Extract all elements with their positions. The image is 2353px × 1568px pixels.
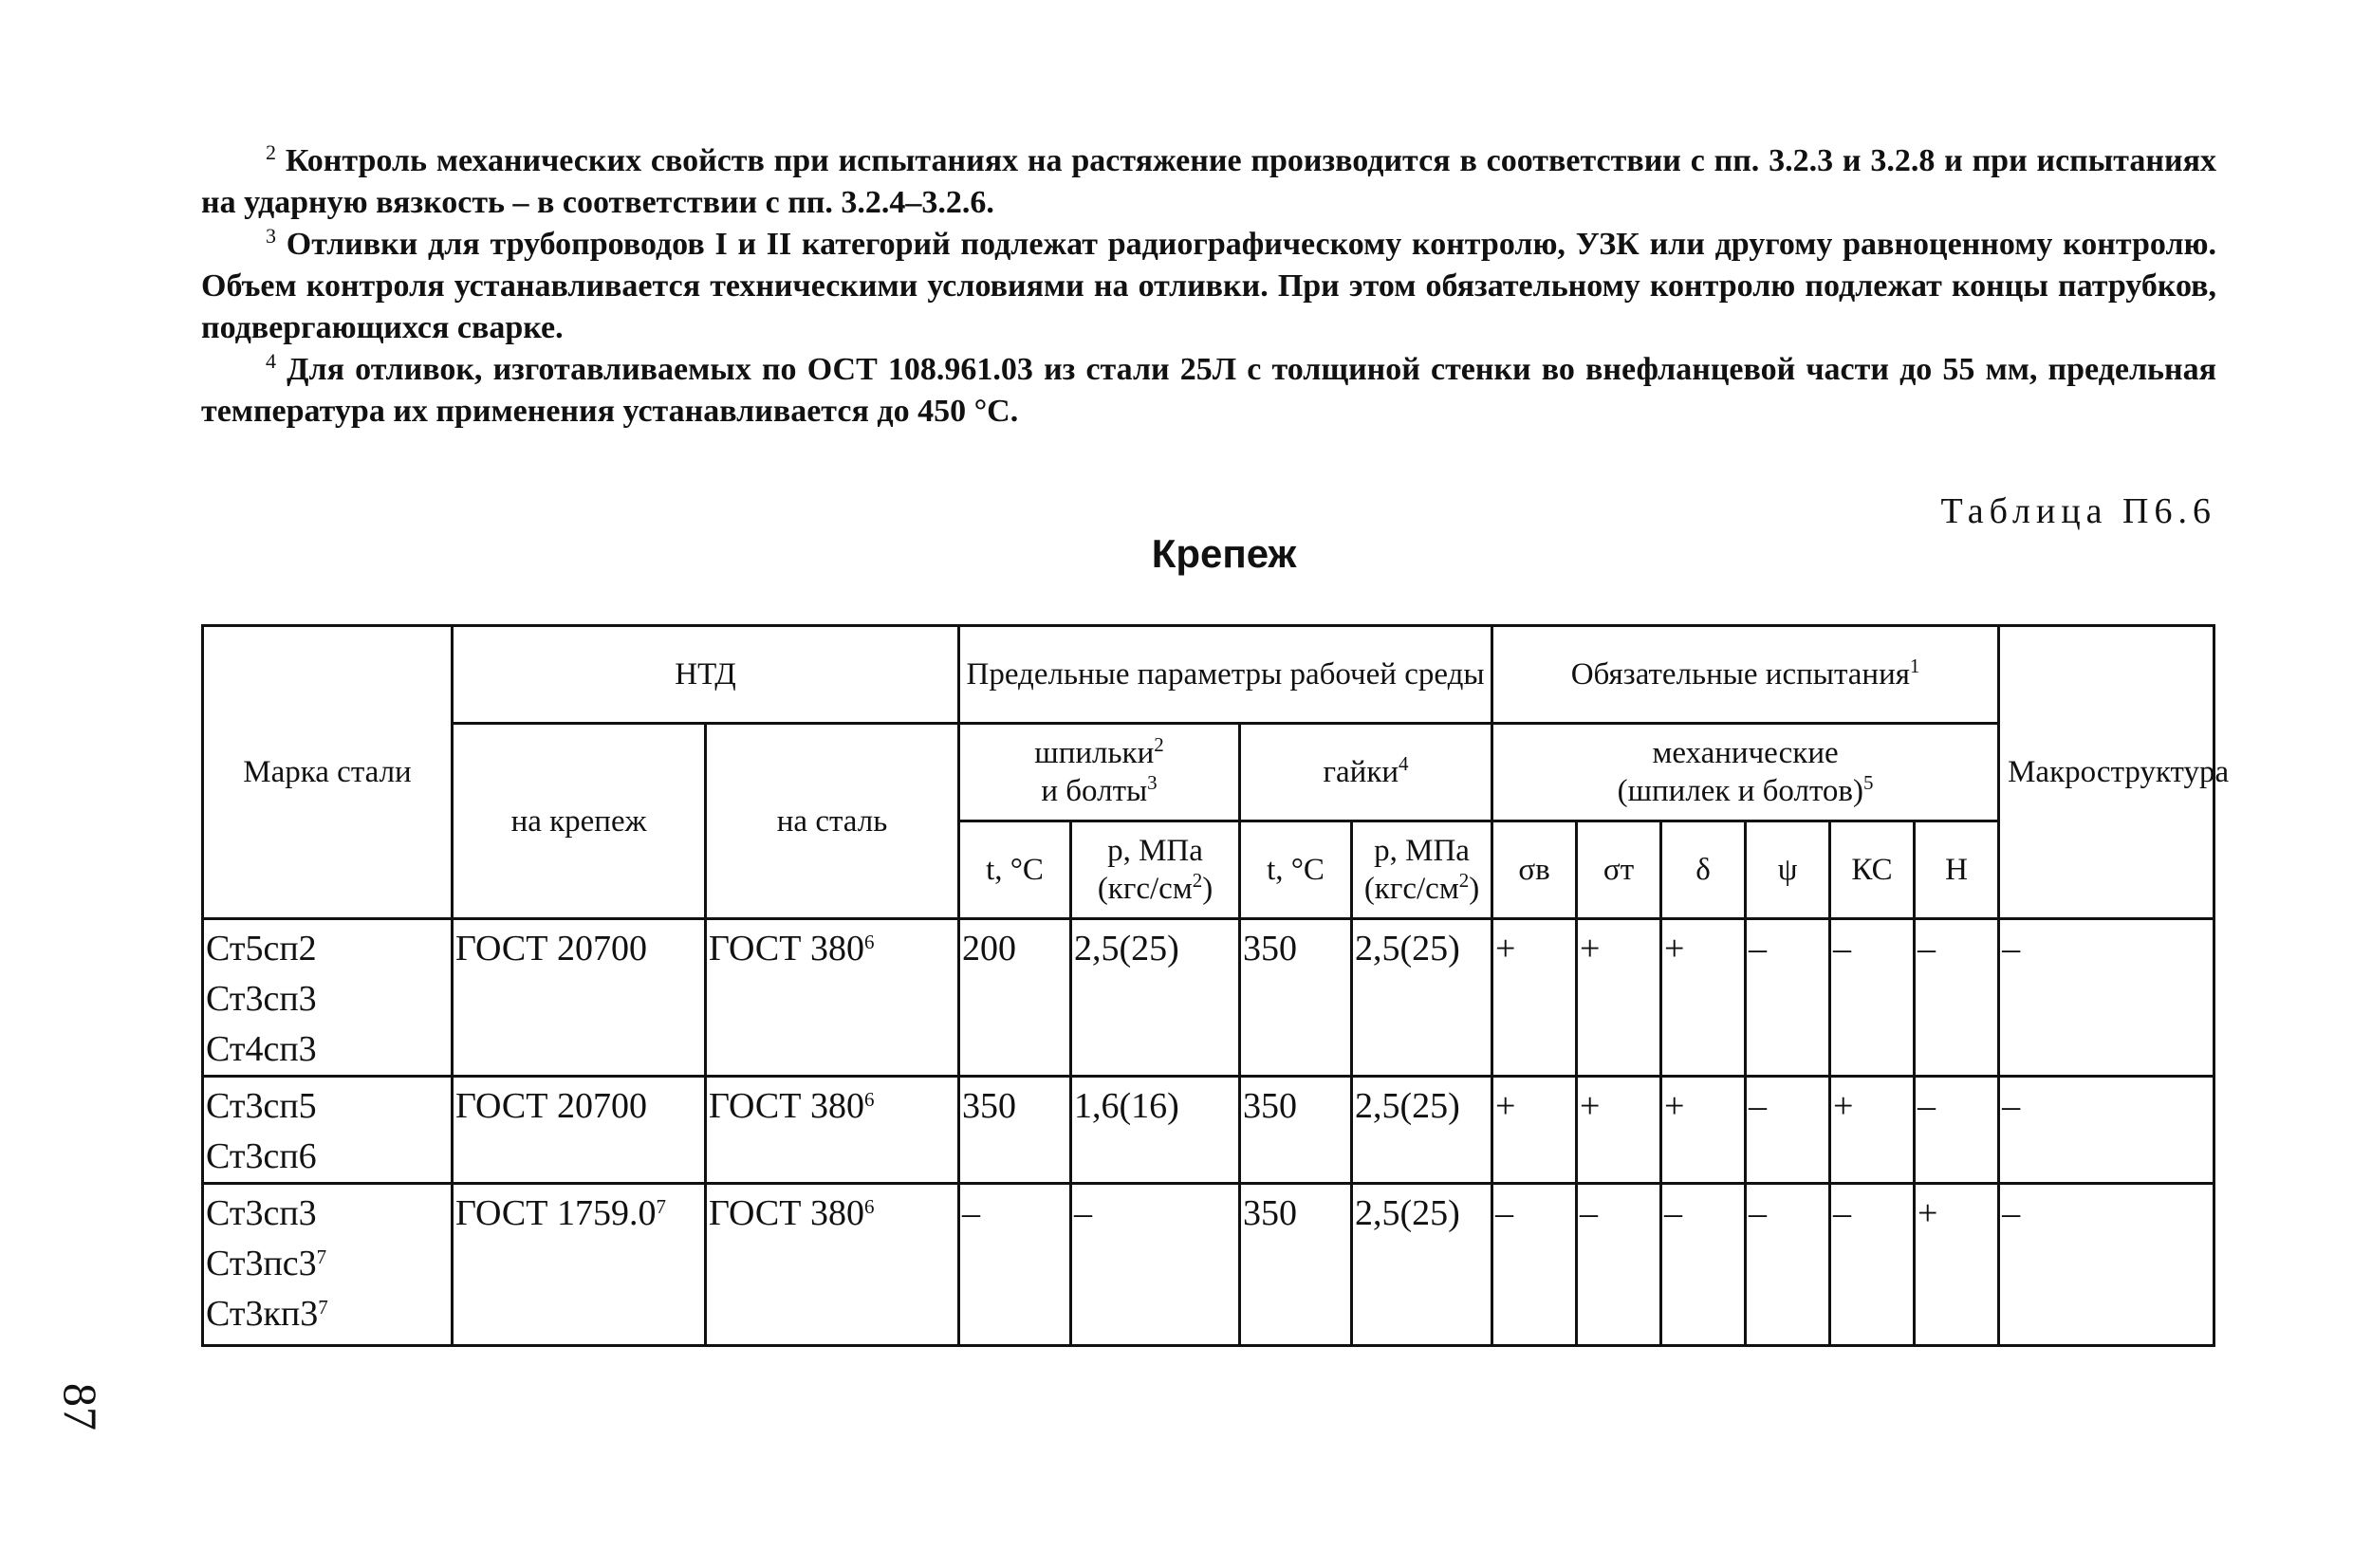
test-sigma-t-cell: – [1577, 1184, 1661, 1346]
table-title: Крепеж [1151, 531, 1297, 576]
header-impact-toughness: КС [1830, 821, 1915, 919]
stud-temperature-cell: – [959, 1184, 1071, 1346]
ntd-steel-cell: ГОСТ $380^6$ [706, 919, 959, 1077]
footnote-2 [201, 140, 2216, 224]
steel-grade: Ст4сп3 [206, 1029, 317, 1069]
footnote-text: Отливки для трубопроводов I и II категорий подлежат радиографическому контролю, УЗК или другому равноценному контролю. Объем контроля устанавливается техническими условиями на отливки. При этом обязательному контролю подлежат концы патрубков, подвергающихся сварке. [201, 227, 2216, 345]
page-number: 87 [54, 1383, 107, 1430]
test-h-cell: – [1915, 919, 1999, 1077]
stud-temperature-cell: 200 [959, 919, 1071, 1077]
nut-temperature-cell: 350 [1240, 1077, 1352, 1184]
fastener-table [201, 624, 2230, 1347]
stud-pressure-cell: – [1071, 1184, 1240, 1346]
header-required-tests: Обязательные испытания$^1$ [1492, 626, 1999, 724]
steel-grade: $Ст3пс3^7$ [206, 1244, 327, 1283]
stud-pressure-cell: 2,5(25) [1071, 919, 1240, 1077]
ntd-steel-cell: ГОСТ $380^6$ [706, 1184, 959, 1346]
steel-grade: Ст3сп3 [206, 979, 317, 1019]
nut-pressure-cell: 2,5(25) [1352, 1184, 1492, 1346]
nut-temperature-cell: 350 [1240, 919, 1352, 1077]
test-sigma-t-cell: + [1577, 919, 1661, 1077]
nut-pressure-cell: 2,5(25) [1352, 1077, 1492, 1184]
macrostructure-cell: – [1999, 1077, 2214, 1184]
steel-grade: Ст3сп5 [206, 1086, 317, 1126]
test-delta-cell: + [1661, 919, 1746, 1077]
test-h-cell: – [1915, 1077, 1999, 1184]
stud-pressure-cell: 1,6(16) [1071, 1077, 1240, 1184]
header-ntd-steel: на сталь [706, 724, 959, 919]
header-ntd: НТД [453, 626, 959, 724]
macrostructure-cell: – [1999, 1184, 2214, 1346]
header-stud-temperature: t, °С [959, 821, 1071, 919]
ntd-fastener-cell: ГОСТ 1759.0$^7$ [453, 1184, 706, 1346]
header-macrostructure: Макроструктура [1999, 626, 2214, 919]
table-caption: Таблица П6.6 [1940, 491, 2216, 531]
header-hardness: Н [1915, 821, 1999, 919]
steel-grade: Ст5сп2 [206, 929, 317, 968]
header-steel-grade: Марка стали [203, 626, 453, 919]
nut-temperature-cell: 350 [1240, 1184, 1352, 1346]
steel-grade: Ст3сп6 [206, 1136, 317, 1176]
test-h-cell: + [1915, 1184, 1999, 1346]
ntd-fastener-cell: ГОСТ 20700 [453, 1077, 706, 1184]
footnote-marker: 4 [266, 349, 276, 373]
table-row [203, 919, 2214, 1077]
header-elongation: δ [1661, 821, 1746, 919]
test-sigma-b-cell: + [1492, 919, 1577, 1077]
header-stud-pressure: р, МПа $(кгс/см^2)$ [1071, 821, 1240, 919]
test-delta-cell: + [1661, 1077, 1746, 1184]
footnote-marker: 2 [266, 140, 276, 164]
header-nuts: гайки$^4$ [1240, 724, 1492, 821]
steel-grades-cell [203, 1184, 453, 1346]
header-studs-bolts: шпильки$^2$ и болты$^3$ [959, 724, 1240, 821]
test-psi-cell: – [1746, 1077, 1830, 1184]
test-sigma-b-cell: + [1492, 1077, 1577, 1184]
test-kc-cell: – [1830, 1184, 1915, 1346]
footnote-3 [201, 224, 2216, 349]
header-yield-strength: σт [1577, 821, 1661, 919]
table-row [203, 1077, 2214, 1184]
steel-grades-cell [203, 1077, 453, 1184]
macrostructure-cell: – [1999, 919, 2214, 1077]
test-delta-cell: – [1661, 1184, 1746, 1346]
header-limit-params: Предельные параметры рабочей среды [959, 626, 1492, 724]
test-sigma-t-cell: + [1577, 1077, 1661, 1184]
stud-temperature-cell: 350 [959, 1077, 1071, 1184]
header-tensile-strength: σв [1492, 821, 1577, 919]
footnotes [201, 140, 2216, 433]
footnote-text: Для отливок, изготавливаемых по ОСТ 108.961.03 из стали 25Л с толщиной стенки во внефланцевой части до 55 мм, предельная температура их применения устанавливается до 450 °С. [201, 352, 2216, 429]
test-kc-cell: + [1830, 1077, 1915, 1184]
ntd-steel-cell: ГОСТ $380^6$ [706, 1077, 959, 1184]
header-ntd-fastener: на крепеж [453, 724, 706, 919]
header-nut-pressure: р, МПа $(кгс/см^2)$ [1352, 821, 1492, 919]
header-nut-temperature: t, °С [1240, 821, 1352, 919]
test-kc-cell: – [1830, 919, 1915, 1077]
footnote-text: Контроль механических свойств при испытаниях на растяжение производится в соответствии с пп. 3.2.3 и 3.2.8 и при испытаниях на ударную вязкость – в соответствии с пп. 3.2.4–3.2.6. [201, 143, 2216, 220]
table-row [203, 1184, 2214, 1346]
steel-grade: $Ст3кп3^7$ [206, 1294, 328, 1334]
ntd-fastener-cell: ГОСТ 20700 [453, 919, 706, 1077]
steel-grade: Ст3сп3 [206, 1193, 317, 1233]
steel-grades-cell [203, 919, 453, 1077]
nut-pressure-cell: 2,5(25) [1352, 919, 1492, 1077]
footnote-4 [201, 349, 2216, 433]
header-mechanical: механические (шпилек и болтов)$^5$ [1492, 724, 1999, 821]
footnote-marker: 3 [266, 224, 276, 248]
test-sigma-b-cell: – [1492, 1184, 1577, 1346]
test-psi-cell: – [1746, 1184, 1830, 1346]
header-reduction-of-area: ψ [1746, 821, 1830, 919]
test-psi-cell: – [1746, 919, 1830, 1077]
